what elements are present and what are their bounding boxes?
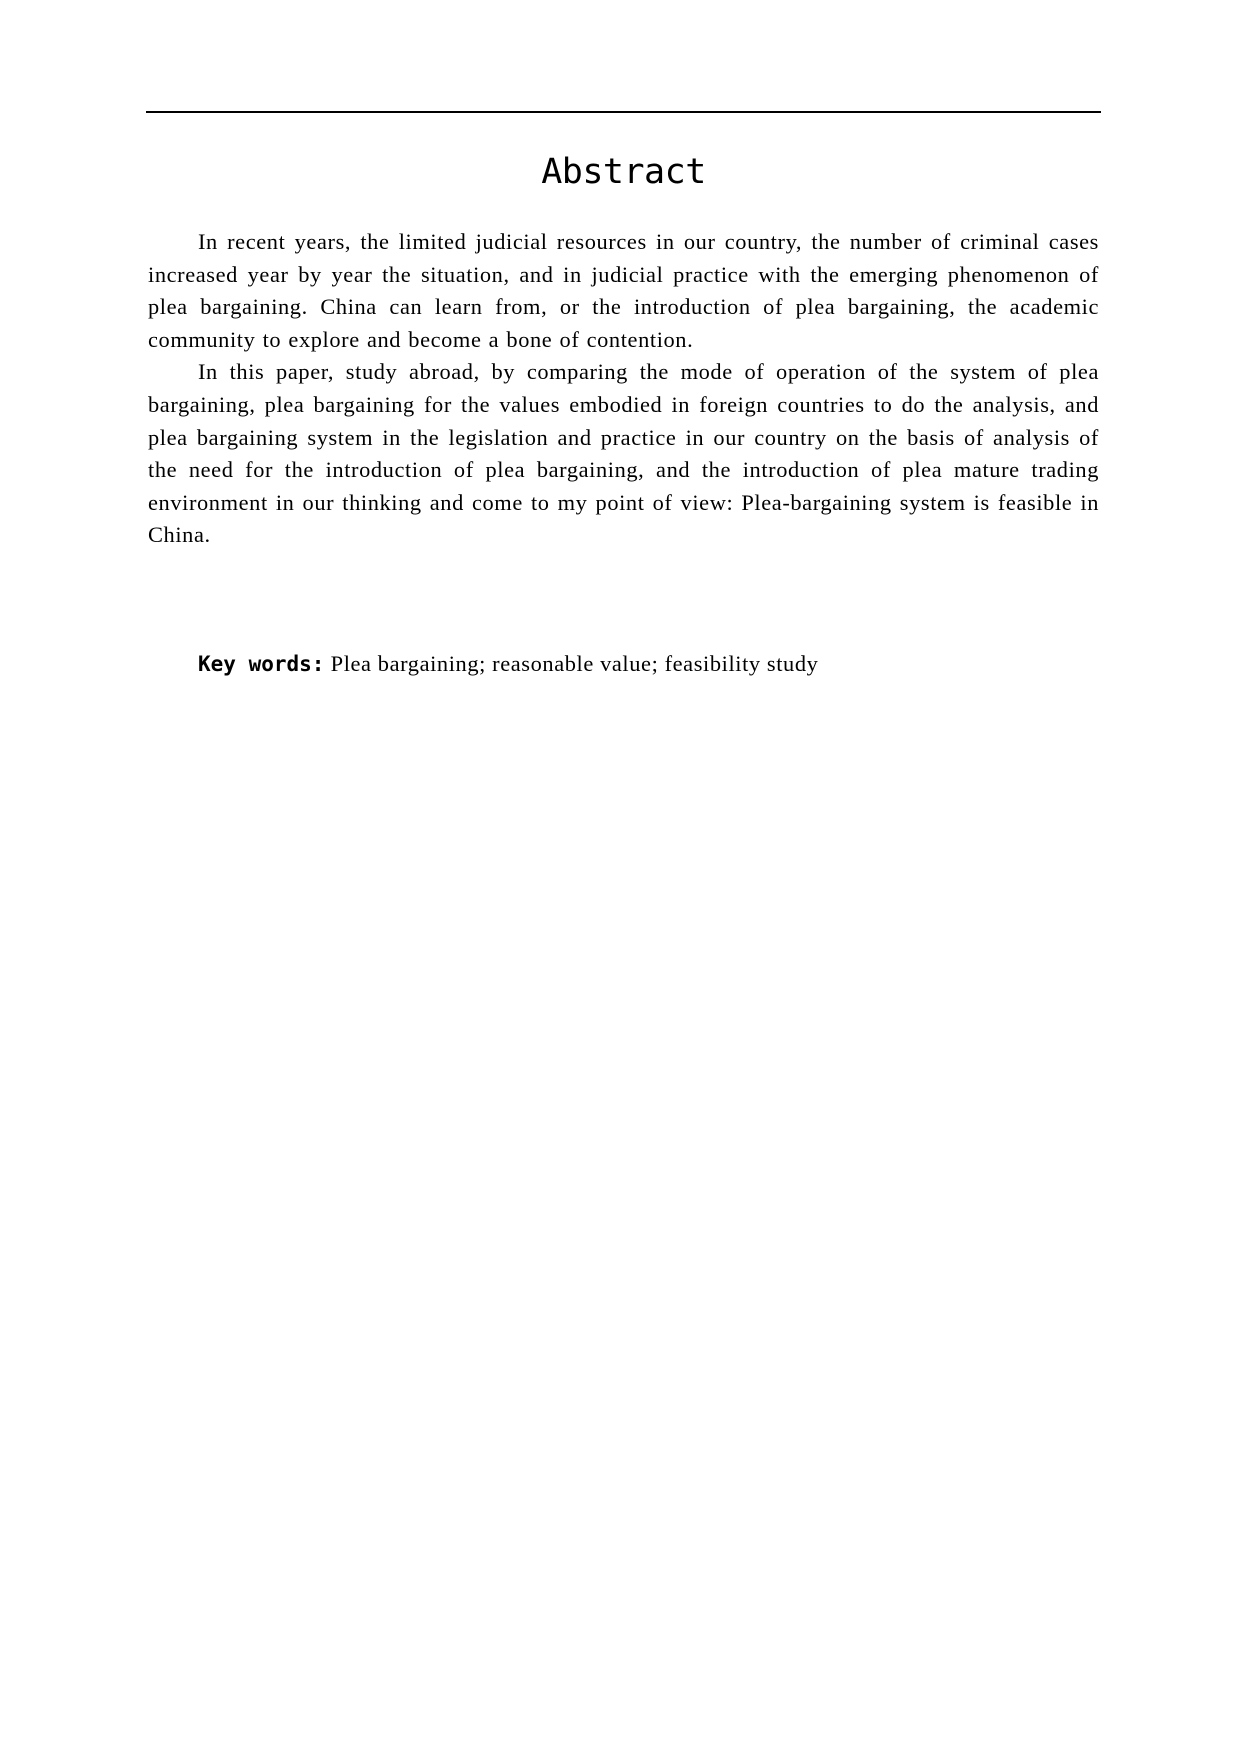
keywords-text: Plea bargaining; reasonable value; feasibility study <box>330 651 819 676</box>
page-title: Abstract <box>541 152 706 192</box>
keywords-line <box>198 648 1098 680</box>
abstract-body <box>148 226 1099 552</box>
header-rule <box>146 111 1101 113</box>
keywords-label: Key words: <box>198 652 325 676</box>
abstract-paragraph-2: In this paper, study abroad, by comparing the mode of operation of the system of plea bargaining, plea bargaining for the values embodied in foreign countries to do the analysis, and plea bargaining system in the legislation and practice in our country on the basis of analysis of the need for the introduction of plea bargaining, and the introduction of plea mature trading environment in our thinking and come to my point of view: Plea-bargaining system is feasible in China. <box>148 359 1099 548</box>
abstract-paragraph-1: In recent years, the limited judicial resources in our country, the number of criminal cases increased year by year the situation, and in judicial practice with the emerging phenomenon of plea bargaining. China can learn from, or the introduction of plea bargaining, the academic community to explore and become a bone of contention. <box>148 229 1099 352</box>
